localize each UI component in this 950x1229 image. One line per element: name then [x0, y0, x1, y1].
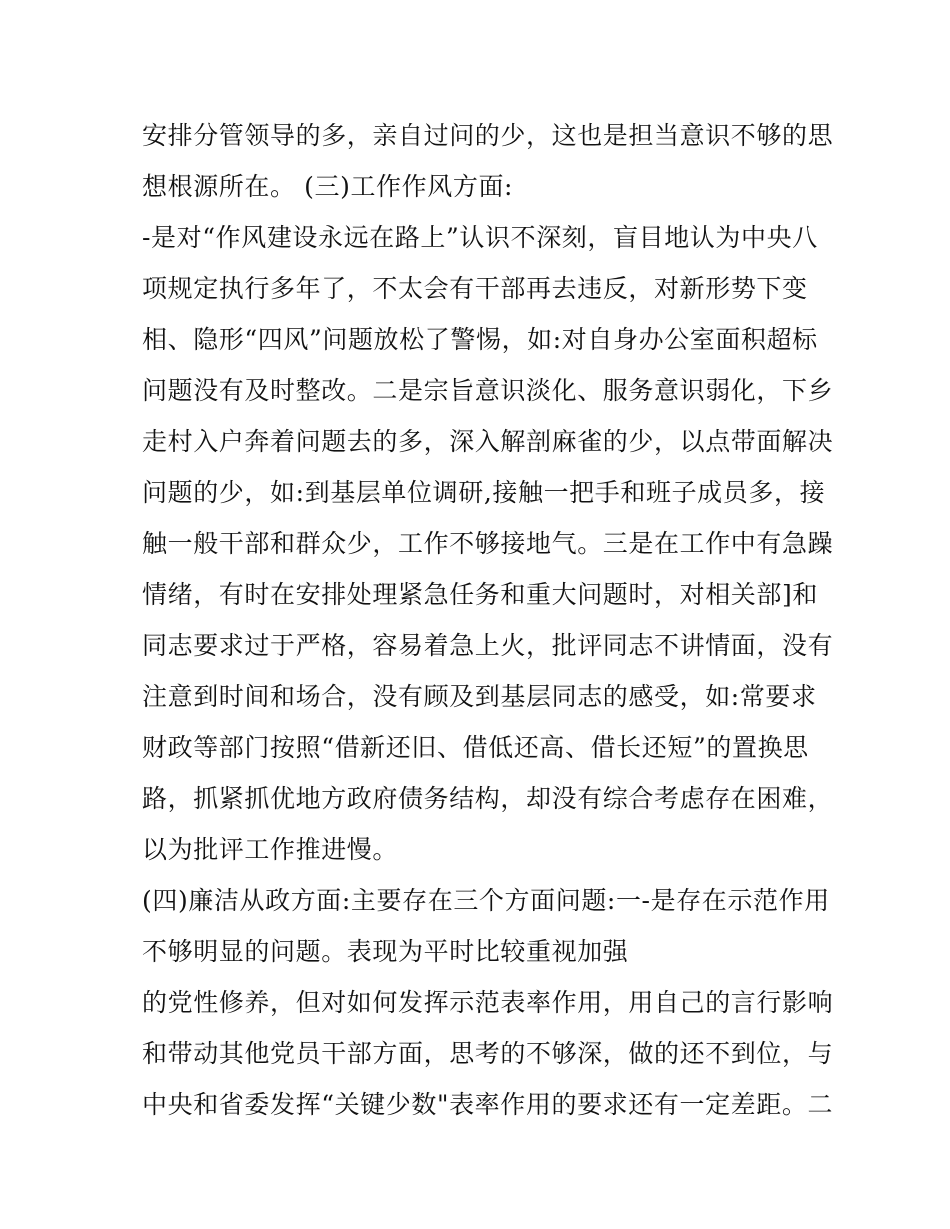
text-line: 中央和省委发挥“关键少数"表率作用的要求还有一定差距。二	[142, 1090, 834, 1119]
text-line: -是对“作风建设永远在路上”认识不深刻，盲目地认为中央八	[142, 223, 818, 252]
text-line: 财政等部门按照“借新还旧、借低还高、借长还短”的置换思	[142, 733, 809, 762]
text-line: 相、隐形“四风”问题放松了警惕，如:对自身办公室面积超标	[142, 325, 818, 354]
text-line: 注意到时间和场合，没有顾及到基层同志的感受，如:常要求	[142, 682, 817, 711]
text-line: 触一般干部和群众少，工作不够接地气。三是在工作中有急躁	[142, 529, 834, 558]
text-line: 以为批评工作推进慢。	[142, 835, 399, 864]
text-line: (四)廉洁从政方面:主要存在三个方面问题:一-是存在示范作用	[142, 886, 830, 915]
text-line: 不够明显的问题。表现为平时比较重视加强	[142, 937, 629, 966]
text-line: 想根源所在。 (三)工作作风方面:	[142, 172, 514, 201]
text-line: 同志要求过于严格，容易着急上火，批评同志不讲情面，没有	[142, 631, 834, 660]
text-line: 情绪，有时在安排处理紧急任务和重大问题时，对相关部]和	[142, 580, 818, 609]
text-line: 和带动其他党员干部方面，思考的不够深，做的还不到位，与	[142, 1039, 834, 1068]
text-line: 问题没有及时整改。二是宗旨意识淡化、服务意识弱化，下乡	[142, 376, 834, 405]
text-line: 问题的少，如:到基层单位调研,接触一把手和班子成员多，接	[142, 478, 826, 507]
text-line: 安排分管领导的多，亲自过问的少，这也是担当意识不够的思	[142, 121, 834, 150]
body-text	[142, 110, 834, 1130]
text-line: 项规定执行多年了，不太会有干部再去违反，对新形势下变	[142, 274, 808, 303]
text-line: 的党性修养，但对如何发挥示范表率作用，用自己的言行影响	[142, 988, 834, 1017]
text-line: 走村入户奔着问题去的多，深入解剖麻雀的少，以点带面解决	[142, 427, 834, 456]
text-line: 路，抓紧抓优地方政府债务结构，却没有综合考虑存在困难，	[142, 784, 834, 813]
